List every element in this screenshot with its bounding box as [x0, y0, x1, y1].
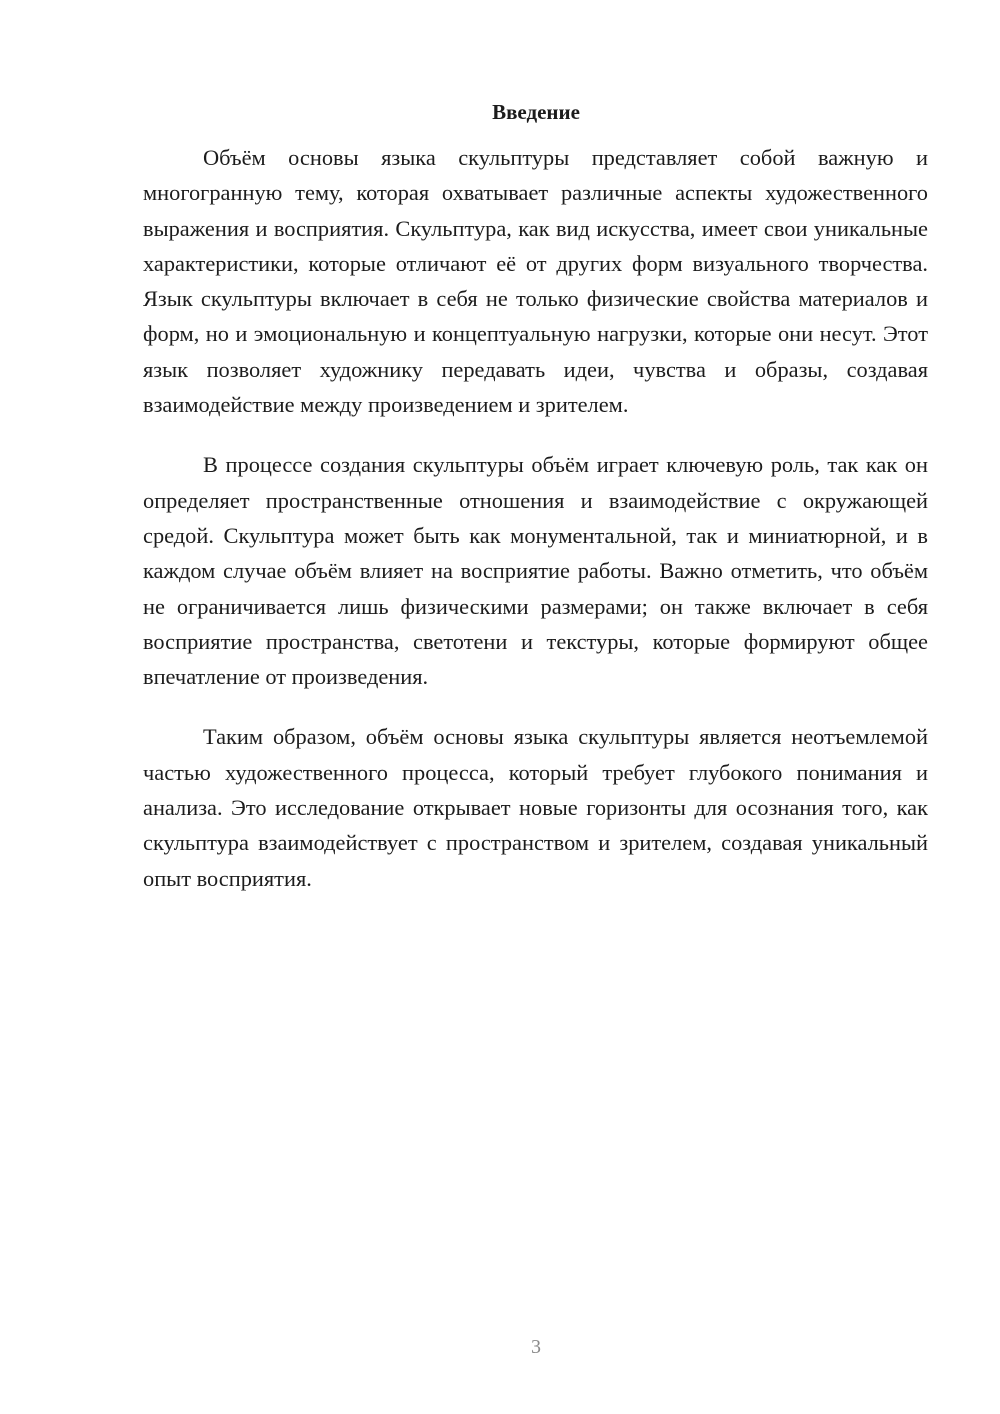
section-heading: Введение: [492, 100, 580, 124]
paragraph-1: Объём основы языка скульптуры представляет собой важную и многогранную тему, которая охватывает различные аспекты художественного выражения и восприятия. Скульптура, как вид искусства, имеет свои уникальные характеристики, которые отличают её от других форм визуального творчества. Язык скульптуры включает в себя не только физические свойства материалов и форм, но и эмоциональную и концептуальную нагрузки, которые они несут. Этот язык позволяет художнику передавать идеи, чувства и образы, создавая взаимодействие между произведением и зрителем.: [143, 145, 928, 418]
page-number: 3: [531, 1336, 541, 1358]
paragraph-2: В процессе создания скульптуры объём играет ключевую роль, так как он определяет пространственные отношения и взаимодействие с окружающей средой. Скульптура может быть как монументальной, так и миниатюрной, и в каждом случае объём влияет на восприятие работы. Важно отметить, что объём не ограничивается лишь физическими размерами; он также включает в себя восприятие пространства, светотени и текстуры, которые формируют общее впечатление от произведения.: [143, 452, 928, 690]
body-text: [143, 140, 928, 921]
paragraph-3: Таким образом, объём основы языка скульптуры является неотъемлемой частью художественного процесса, который требует глубокого понимания и анализа. Это исследование открывает новые горизонты для осознания того, как скульптура взаимодействует с пространством и зрителем, создавая уникальный опыт восприятия.: [143, 724, 928, 891]
